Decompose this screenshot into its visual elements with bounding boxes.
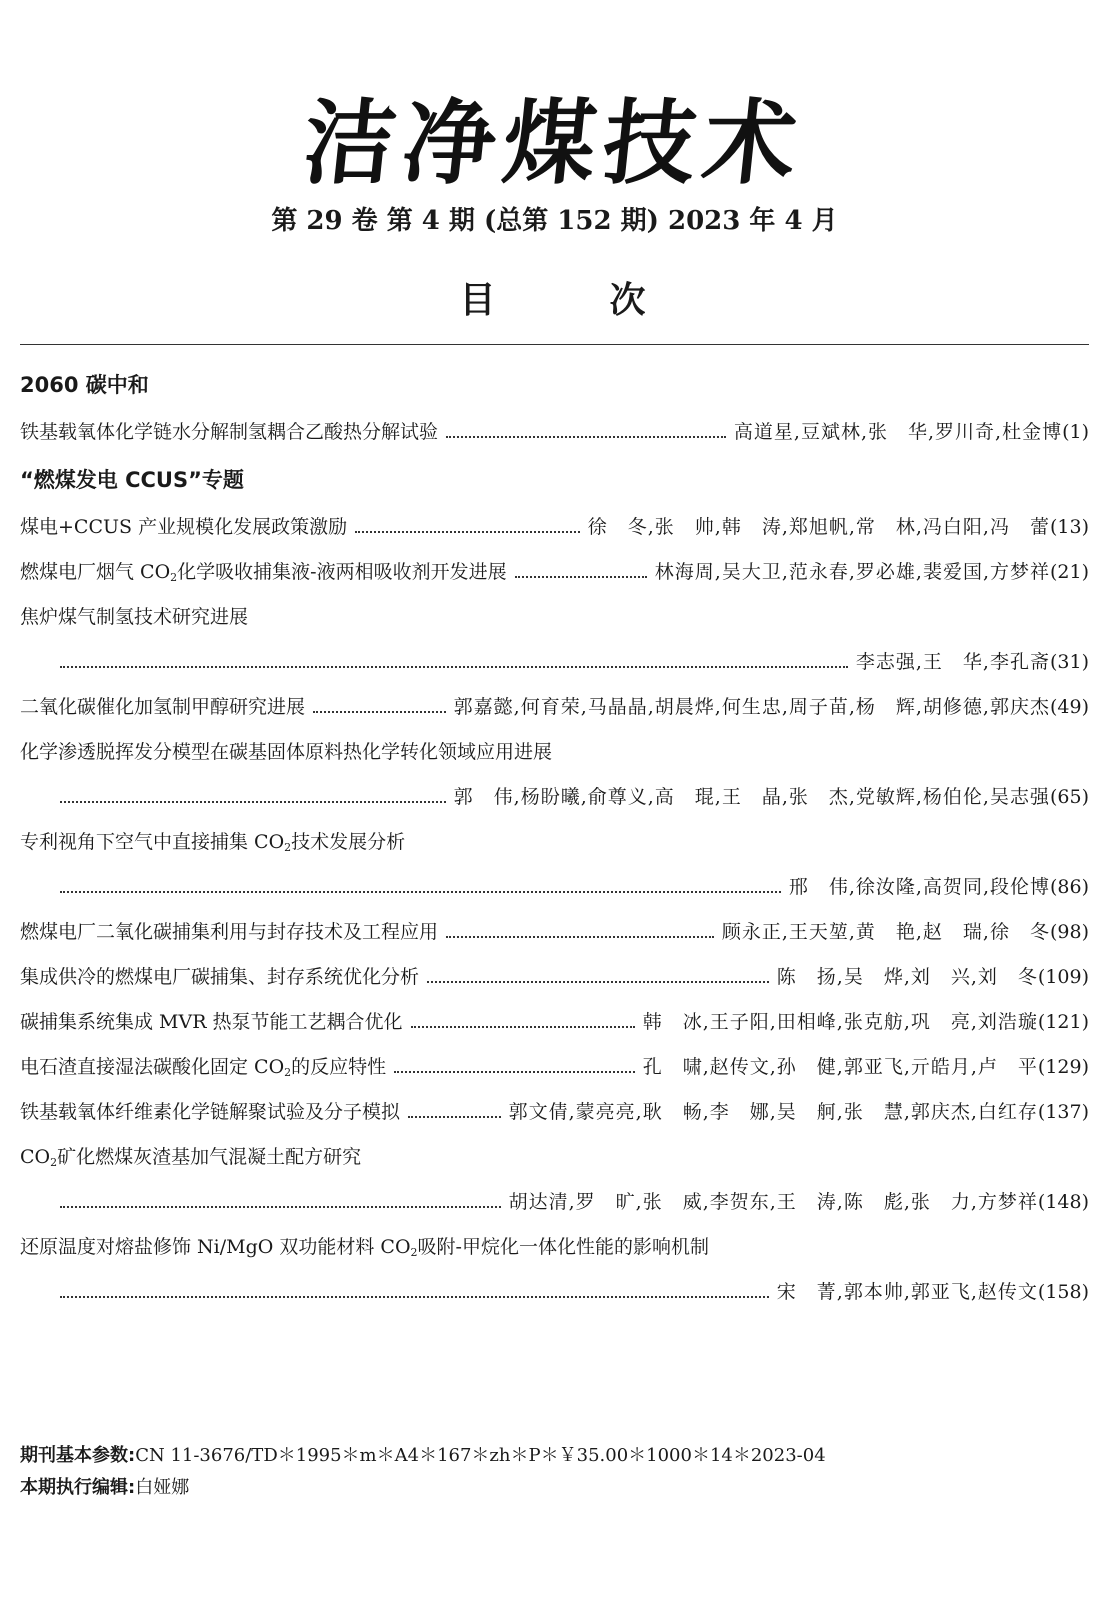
subscript: 2 [284,841,292,854]
article-title-part: 电石渣直接湿法碳酸化固定 CO [20,1056,285,1078]
article-title-part: 专利视角下空气中直接捕集 CO [20,831,285,853]
article-title-part: 吸附-甲烷化一体化性能的影响机制 [417,1236,709,1258]
toc-entry-author-line [20,1270,1089,1315]
article-title-part: 燃煤电厂烟气 CO [20,561,171,583]
dot-leader [313,711,446,713]
toc-entry-author-line [20,640,1089,685]
page-number: (13) [1049,516,1089,538]
article-title[interactable] [20,1045,386,1090]
article-authors: 孔 啸,赵传文,孙 健,郭亚飞,亓皓月,卢 平 [642,1056,1038,1078]
journal-title: 洁净煤技术 [298,89,810,197]
toc-heading-char-1: 目 [459,280,500,321]
article-authors: 李志强,王 华,李孔斋 [855,651,1050,673]
dot-leader [60,801,446,803]
page-number: (121) [1037,1011,1089,1033]
article-authors: 韩 冰,王子阳,田相峰,张克舫,巩 亮,刘浩璇 [642,1011,1038,1033]
toc-heading [0,272,1109,323]
article-authors: 郭文倩,蒙亮亮,耿 畅,李 娜,吴 舸,张 慧,郭庆杰,白红存 [508,1101,1038,1123]
article-authors: 徐 冬,张 帅,韩 涛,郑旭帆,常 林,冯白阳,冯 蕾 [587,516,1050,538]
article-authors: 高道星,豆斌林,张 华,罗川奇,杜金博 [733,421,1063,443]
page-number: (86) [1049,876,1089,898]
toc-entry-title-line [20,1225,1089,1270]
toc-entry [20,955,1089,1000]
article-title[interactable] [20,550,507,595]
toc-entry [20,1090,1089,1135]
page-number: (31) [1049,651,1089,673]
executive-editor-label: 本期执行编辑: [20,1477,136,1498]
issue-line: 第 29 卷 第 4 期 (总第 152 期) 2023 年 4 月 [271,206,838,236]
subscript: 2 [284,1066,292,1079]
toc-entry-title-line [20,820,1089,865]
article-title-part: 还原温度对熔盐修饰 Ni/MgO 双功能材料 CO [20,1236,411,1258]
article-authors: 宋 菁,郭本帅,郭亚飞,赵传文 [776,1281,1038,1303]
dot-leader [515,576,647,578]
toc-entry [20,910,1089,955]
dot-leader [60,666,848,668]
article-title[interactable]: 铁基载氧体纤维素化学链解聚试验及分子模拟 [20,1101,401,1123]
page-number: (98) [1049,921,1089,943]
page-number: (137) [1037,1101,1089,1123]
dot-leader [446,936,714,938]
table-of-contents [20,360,1089,1315]
article-authors: 顾永正,王天堃,黄 艳,赵 瑞,徐 冬 [721,921,1050,943]
dot-leader [411,1026,635,1028]
toc-entry-author-line [20,865,1089,910]
article-title[interactable]: 煤电+CCUS 产业规模化发展政策激励 [20,516,348,538]
dot-leader [60,891,781,893]
article-title-part: CO [20,1146,51,1168]
dot-leader [355,531,580,533]
page-number: (158) [1037,1281,1089,1303]
toc-entry-title-line [20,1135,1089,1180]
subscript: 2 [50,1156,58,1169]
article-title[interactable] [20,1225,709,1270]
page-number: (148) [1037,1191,1089,1213]
toc-entry [20,505,1089,550]
toc-entry [20,685,1089,730]
page-number: (49) [1049,696,1089,718]
article-title[interactable]: 二氧化碳催化加氢制甲醇研究进展 [20,696,306,718]
subscript: 2 [410,1246,418,1259]
toc-heading-char-2: 次 [609,280,650,321]
page-number: (65) [1049,786,1089,808]
article-title-part: 矿化燃煤灰渣基加气混凝土配方研究 [57,1146,362,1168]
article-title-part: 化学吸收捕集液-液两相吸收剂开发进展 [177,561,507,583]
journal-params-value: CN 11-3676/TD＊1995＊m＊A4＊167＊zh＊P＊￥35.00＊1000＊14＊2023-04 [135,1445,826,1466]
article-authors: 郭嘉懿,何育荣,马晶晶,胡晨烨,何生忠,周子苗,杨 辉,胡修德,郭庆杰 [453,696,1050,718]
article-title-part: 技术发展分析 [291,831,406,853]
toc-entry [20,550,1089,595]
article-title[interactable]: 铁基载氧体化学链水分解制氢耦合乙酸热分解试验 [20,421,439,443]
executive-editor [20,1472,826,1504]
toc-entry [20,1045,1089,1090]
article-authors: 林海周,吴大卫,范永春,罗必雄,裴爱国,方梦祥 [654,561,1050,583]
toc-entry-title-line [20,730,1089,775]
toc-entry-author-line [20,775,1089,820]
article-title[interactable]: 化学渗透脱挥发分模型在碳基固体原料热化学转化领域应用进展 [20,741,553,763]
dot-leader [408,1116,501,1118]
page-number: (1) [1062,421,1089,443]
article-title[interactable] [20,820,405,865]
article-title[interactable]: 碳捕集系统集成 MVR 热泵节能工艺耦合优化 [20,1011,403,1033]
subscript: 2 [170,571,178,584]
journal-params [20,1440,826,1472]
toc-entry [20,1000,1089,1045]
dot-leader [427,981,769,983]
section-title: 2060 碳中和 [20,373,149,397]
article-title[interactable]: 集成供冷的燃煤电厂碳捕集、封存系统优化分析 [20,966,420,988]
page-number: (109) [1037,966,1089,988]
toc-entry [20,410,1089,455]
dot-leader [60,1296,769,1298]
article-title[interactable] [20,1135,361,1180]
journal-params-label: 期刊基本参数: [20,1445,136,1466]
toc-entry-author-line [20,1180,1089,1225]
article-authors: 郭 伟,杨盼曦,俞尊义,高 琨,王 晶,张 杰,党敏辉,杨伯伦,吴志强 [453,786,1050,808]
header-divider [20,344,1089,345]
article-authors: 邢 伟,徐汝隆,高贺同,段伦博 [788,876,1050,898]
dot-leader [446,436,726,438]
section-title: “燃煤发电 CCUS”专题 [20,468,244,492]
article-title[interactable]: 焦炉煤气制氢技术研究进展 [20,606,249,628]
article-title-part: 的反应特性 [291,1056,387,1078]
footer [20,1440,826,1504]
article-title[interactable]: 燃煤电厂二氧化碳捕集利用与封存技术及工程应用 [20,921,439,943]
article-authors: 陈 扬,吴 烨,刘 兴,刘 冬 [776,966,1038,988]
dot-leader [60,1206,501,1208]
page-number: (129) [1037,1056,1089,1078]
executive-editor-value: 白娅娜 [135,1477,190,1498]
toc-entry-title-line [20,595,1089,640]
page-number: (21) [1049,561,1089,583]
article-authors: 胡达清,罗 旷,张 威,李贺东,王 涛,陈 彪,张 力,方梦祥 [508,1191,1038,1213]
dot-leader [394,1071,635,1073]
